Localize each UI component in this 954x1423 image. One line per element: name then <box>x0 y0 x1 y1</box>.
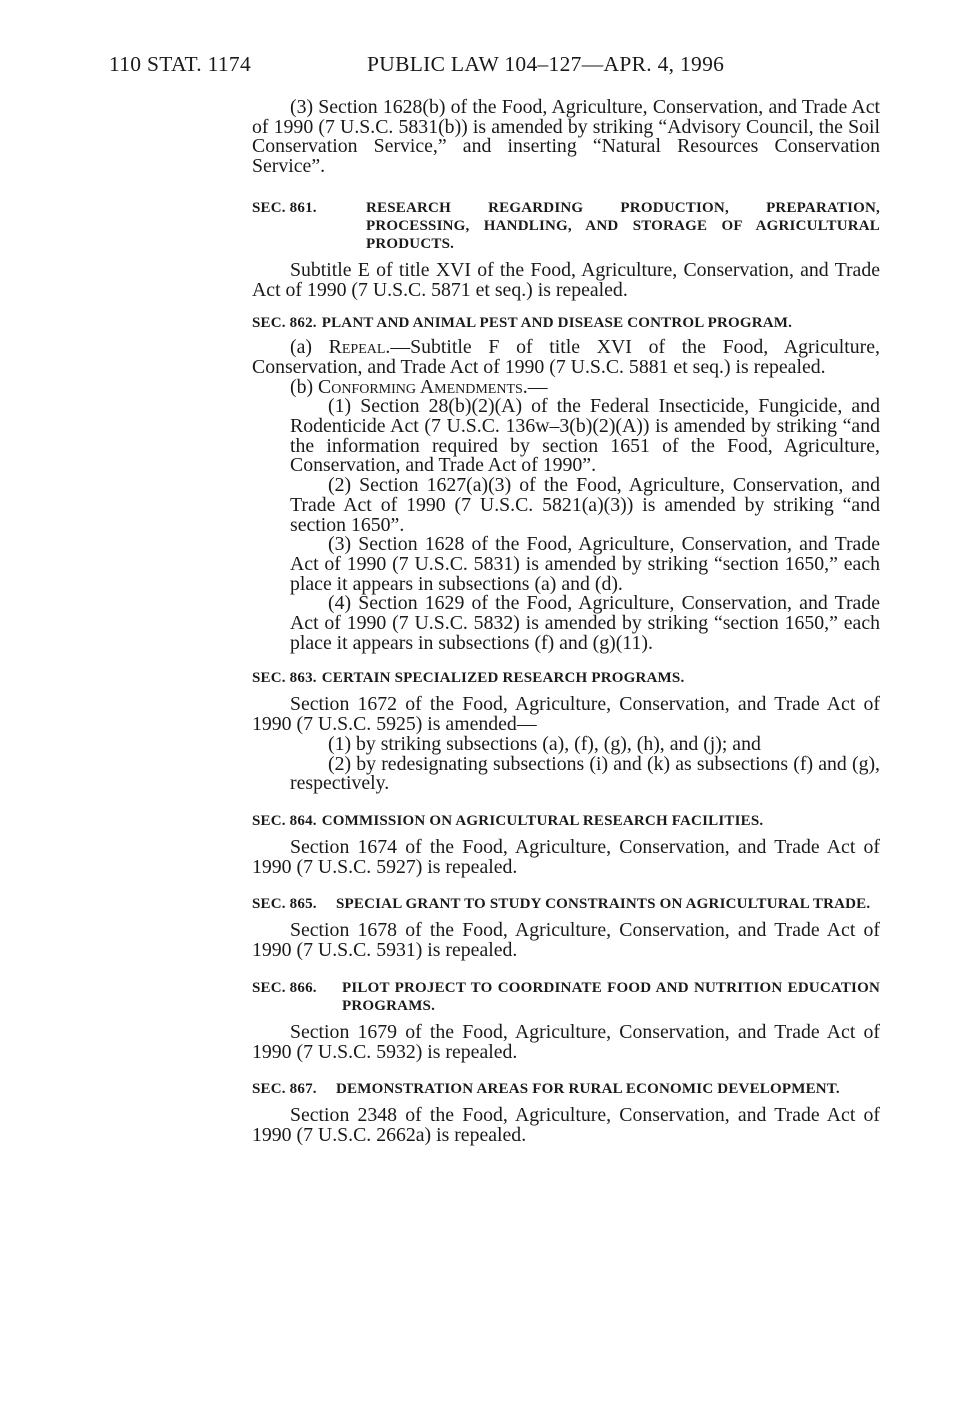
section-865-text: Section 1678 of the Food, Agriculture, Conservation, and Trade Act of 1990 (7 U.S.C. 5931) is repealed. <box>252 919 880 962</box>
section-863-text: Section 1672 of the Food, Agriculture, Conservation, and Trade Act of 1990 (7 U.S.C. 5925) is amended— <box>252 693 880 736</box>
section-number: SEC. 862. <box>252 315 317 332</box>
section-title: COMMISSION ON AGRICULTURAL RESEARCH FACILITIES. <box>321 812 764 829</box>
section-title: DEMONSTRATION AREAS FOR RURAL ECONOMIC DEVELOPMENT. <box>336 1081 840 1098</box>
section-866-text: Section 1679 of the Food, Agriculture, Conservation, and Trade Act of 1990 (7 U.S.C. 5932) is repealed. <box>252 1020 880 1063</box>
section-title: PILOT PROJECT TO COORDINATE FOOD AND NUTRITION EDUCATION PROGRAMS. <box>342 979 880 1014</box>
section-867-heading <box>252 1080 880 1098</box>
subsection-b-prefix: (b) <box>290 375 319 398</box>
amendment-3: (3) Section 1628 of the Food, Agriculture, Conservation, and Trade Act of 1990 (7 U.S.C. 5831) is amended by striking “section 1650,” each place it appears in subsections (a) and (d). <box>290 533 880 595</box>
section-864-text: Section 1674 of the Food, Agriculture, Conservation, and Trade Act of 1990 (7 U.S.C. 5927) is repealed. <box>252 835 880 878</box>
section-number: SEC. 865. <box>252 896 317 913</box>
subsection-b-dash: — <box>527 375 548 398</box>
section-864-heading <box>252 812 880 830</box>
amendment-1: (1) Section 28(b)(2)(A) of the Federal Insecticide, Fungicide, and Rodenticide Act (7 U.S.C. 136w–3(b)(2)(A)) is amended by striking “and the information required by section 1651 of the Food, Agriculture, Conservation, and Trade Act of 1990”. <box>290 395 880 477</box>
section-865-heading <box>252 895 880 913</box>
section-862-heading <box>252 314 880 332</box>
section-number: SEC. 861. <box>252 199 317 216</box>
section-title: PLANT AND ANIMAL PEST AND DISEASE CONTROL PROGRAM. <box>321 315 793 332</box>
section-863-heading <box>252 669 880 687</box>
section-866-heading <box>252 979 880 1015</box>
section-number: SEC. 864. <box>252 812 317 829</box>
section-863-item-2: (2) by redesignating subsections (i) and (k) as subsections (f) and (g), respectively. <box>290 752 880 795</box>
section-number: SEC. 863. <box>252 670 317 687</box>
section-title: CERTAIN SPECIALIZED RESEARCH PROGRAMS. <box>321 670 685 687</box>
subsection-a-repeal <box>252 338 880 377</box>
law-title: PUBLIC LAW 104–127—APR. 4, 1996 <box>367 52 725 76</box>
subsection-a-prefix: (a) <box>290 336 329 359</box>
running-header <box>109 52 894 82</box>
subsection-a-text: —Subtitle F of title XVI of the Food, Agriculture, Conservation, and Trade Act of 1990 (7 U.S.C. 5881 et seq.) is repealed. <box>252 336 880 378</box>
subsection-a-label: Repeal. <box>328 336 391 359</box>
body-text <box>252 98 880 1146</box>
section-title: RESEARCH REGARDING PRODUCTION, PREPARATION, PROCESSING, HANDLING, AND STORAGE OF AGRICULTURAL PRODUCTS. <box>366 199 880 252</box>
section-867-text: Section 2348 of the Food, Agriculture, Conservation, and Trade Act of 1990 (7 U.S.C. 2662a) is repealed. <box>252 1104 880 1146</box>
section-number: SEC. 867. <box>252 1081 317 1098</box>
paragraph-3-section-1628b: (3) Section 1628(b) of the Food, Agriculture, Conservation, and Trade Act of 1990 (7 U.S.C. 5831(b)) is amended by striking “Advisory Council, the Soil Conservation Service,” and inserting “Natural Resources Conservation Service”. <box>252 96 880 178</box>
amendment-2: (2) Section 1627(a)(3) of the Food, Agriculture, Conservation, and Trade Act of 1990 (7 U.S.C. 5821(a)(3)) is amended by striking “and section 1650”. <box>290 474 880 536</box>
section-title: SPECIAL GRANT TO STUDY CONSTRAINTS ON AGRICULTURAL TRADE. <box>336 896 871 913</box>
stat-page-reference: 110 STAT. 1174 <box>109 52 252 76</box>
section-number: SEC. 866. <box>252 979 317 996</box>
section-863-item-1: (1) by striking subsections (a), (f), (g), (h), and (j); and <box>328 732 761 755</box>
section-861-heading <box>252 199 880 253</box>
amendment-4: (4) Section 1629 of the Food, Agriculture, Conservation, and Trade Act of 1990 (7 U.S.C. 5832) is amended by striking “section 1650,” each place it appears in subsections (f) and (g)(11). <box>290 592 880 654</box>
section-861-text: Subtitle E of title XVI of the Food, Agriculture, Conservation, and Trade Act of 1990 (7 U.S.C. 5871 et seq.) is repealed. <box>252 258 880 301</box>
subsection-b-label: Conforming Amendments. <box>318 375 528 398</box>
